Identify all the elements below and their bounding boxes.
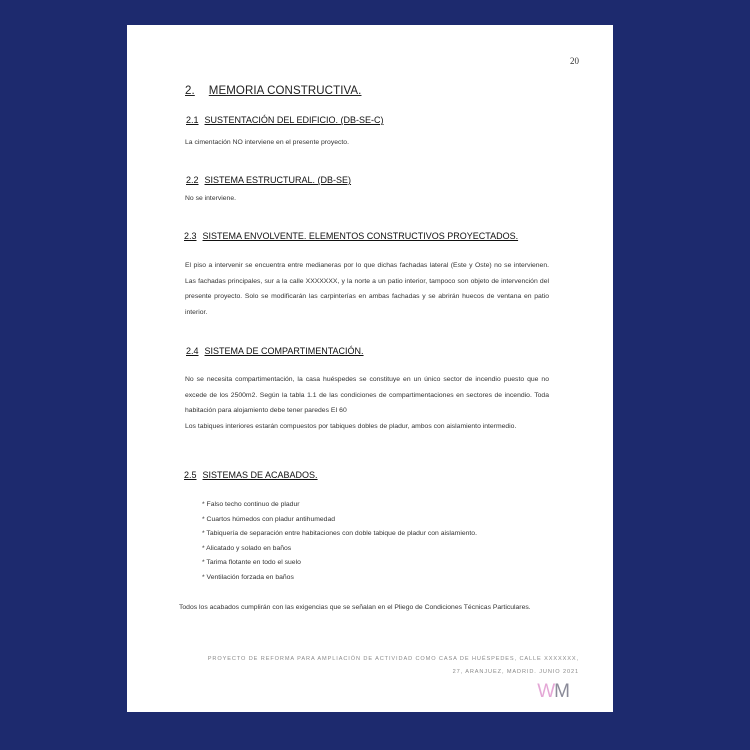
page-number: 20	[570, 56, 579, 66]
chapter-title: MEMORIA CONSTRUCTIVA.	[208, 85, 362, 97]
finishes-list	[202, 498, 477, 586]
section-2-3-paragraph: El piso a intervenir se encuentra entre medianeras por lo que dichas fachadas lateral (Este y Oste) no se intervienen. Las fachadas principales, sur a la calle XXXXXXX, y la norte a un patio interior, tampoco son objeto de intervención del presente proyecto. Solo se modificarán las carpinterías en ambas fachadas y se abrirán huecos de ventana en patio interior.	[185, 262, 549, 316]
section-title: SISTEMAS DE ACABADOS.	[202, 470, 318, 480]
section-2-4-paragraph-1: No se necesita compartimentación, la casa huéspedes se constituye en un único sector de incendio puesto que no excede de los 2500m2. Según la tabla 1.1 de las condiciones de compartimentaciones en sectores de incendio. Toda habitación para alojamiento debe tener paredes EI 60	[185, 376, 549, 414]
section-2-1-paragraph: La cimentación NO interviene en el presente proyecto.	[185, 139, 349, 146]
footer-line-1: PROYECTO DE REFORMA PARA AMPLIACIÓN DE ACTIVIDAD COMO CASA DE HUÉSPEDES, CALLE XXXXXXX,	[207, 656, 579, 662]
wm-logo	[537, 682, 569, 702]
section-2-2-paragraph: No se interviene.	[185, 195, 237, 202]
logo-m: M	[554, 681, 569, 702]
section-number: 2.2	[186, 175, 199, 185]
list-item: * Tabiquería de separación entre habitaciones con doble tabique de pladur con aislamiento.	[202, 527, 477, 542]
list-item: * Tarima flotante en todo el suelo	[202, 556, 477, 571]
chapter-number: 2.	[185, 85, 195, 97]
chapter-heading	[185, 85, 361, 97]
list-item: * Alicatado y solado en baños	[202, 542, 477, 557]
document-page	[127, 25, 613, 712]
section-title: SUSTENTACIÓN DEL EDIFICIO. (DB-SE-C)	[204, 115, 384, 125]
section-heading-2-3	[184, 231, 518, 241]
section-title: SISTEMA DE COMPARTIMENTACIÓN.	[204, 346, 364, 356]
section-heading-2-5	[184, 470, 318, 480]
section-heading-2-1	[186, 115, 384, 125]
section-number: 2.4	[186, 346, 199, 356]
list-item: * Ventilación forzada en baños	[202, 571, 477, 586]
section-number: 2.3	[184, 231, 197, 241]
section-2-4-paragraph-2: Los tabiques interiores estarán compuestos por tabiques dobles de pladur, ambos con aislamiento intermedio.	[185, 423, 517, 430]
closing-paragraph: Todos los acabados cumplirán con las exigencias que se señalan en el Pliego de Condiciones Técnicas Particulares.	[179, 604, 531, 611]
section-title: SISTEMA ESTRUCTURAL. (DB-SE)	[204, 175, 352, 185]
section-title: SISTEMA ENVOLVENTE. ELEMENTOS CONSTRUCTIVOS PROYECTADOS.	[202, 231, 519, 241]
list-item: * Falso techo continuo de pladur	[202, 498, 477, 513]
page-footer	[159, 653, 579, 679]
section-heading-2-2	[186, 175, 351, 185]
section-heading-2-4	[186, 346, 364, 356]
section-number: 2.1	[186, 115, 199, 125]
list-item: * Cuartos húmedos con pladur antihumedad	[202, 513, 477, 528]
footer-line-2: 27, ARANJUEZ, MADRID. JUNIO 2021	[452, 669, 579, 675]
section-number: 2.5	[184, 470, 197, 480]
logo-w: W	[537, 681, 555, 702]
